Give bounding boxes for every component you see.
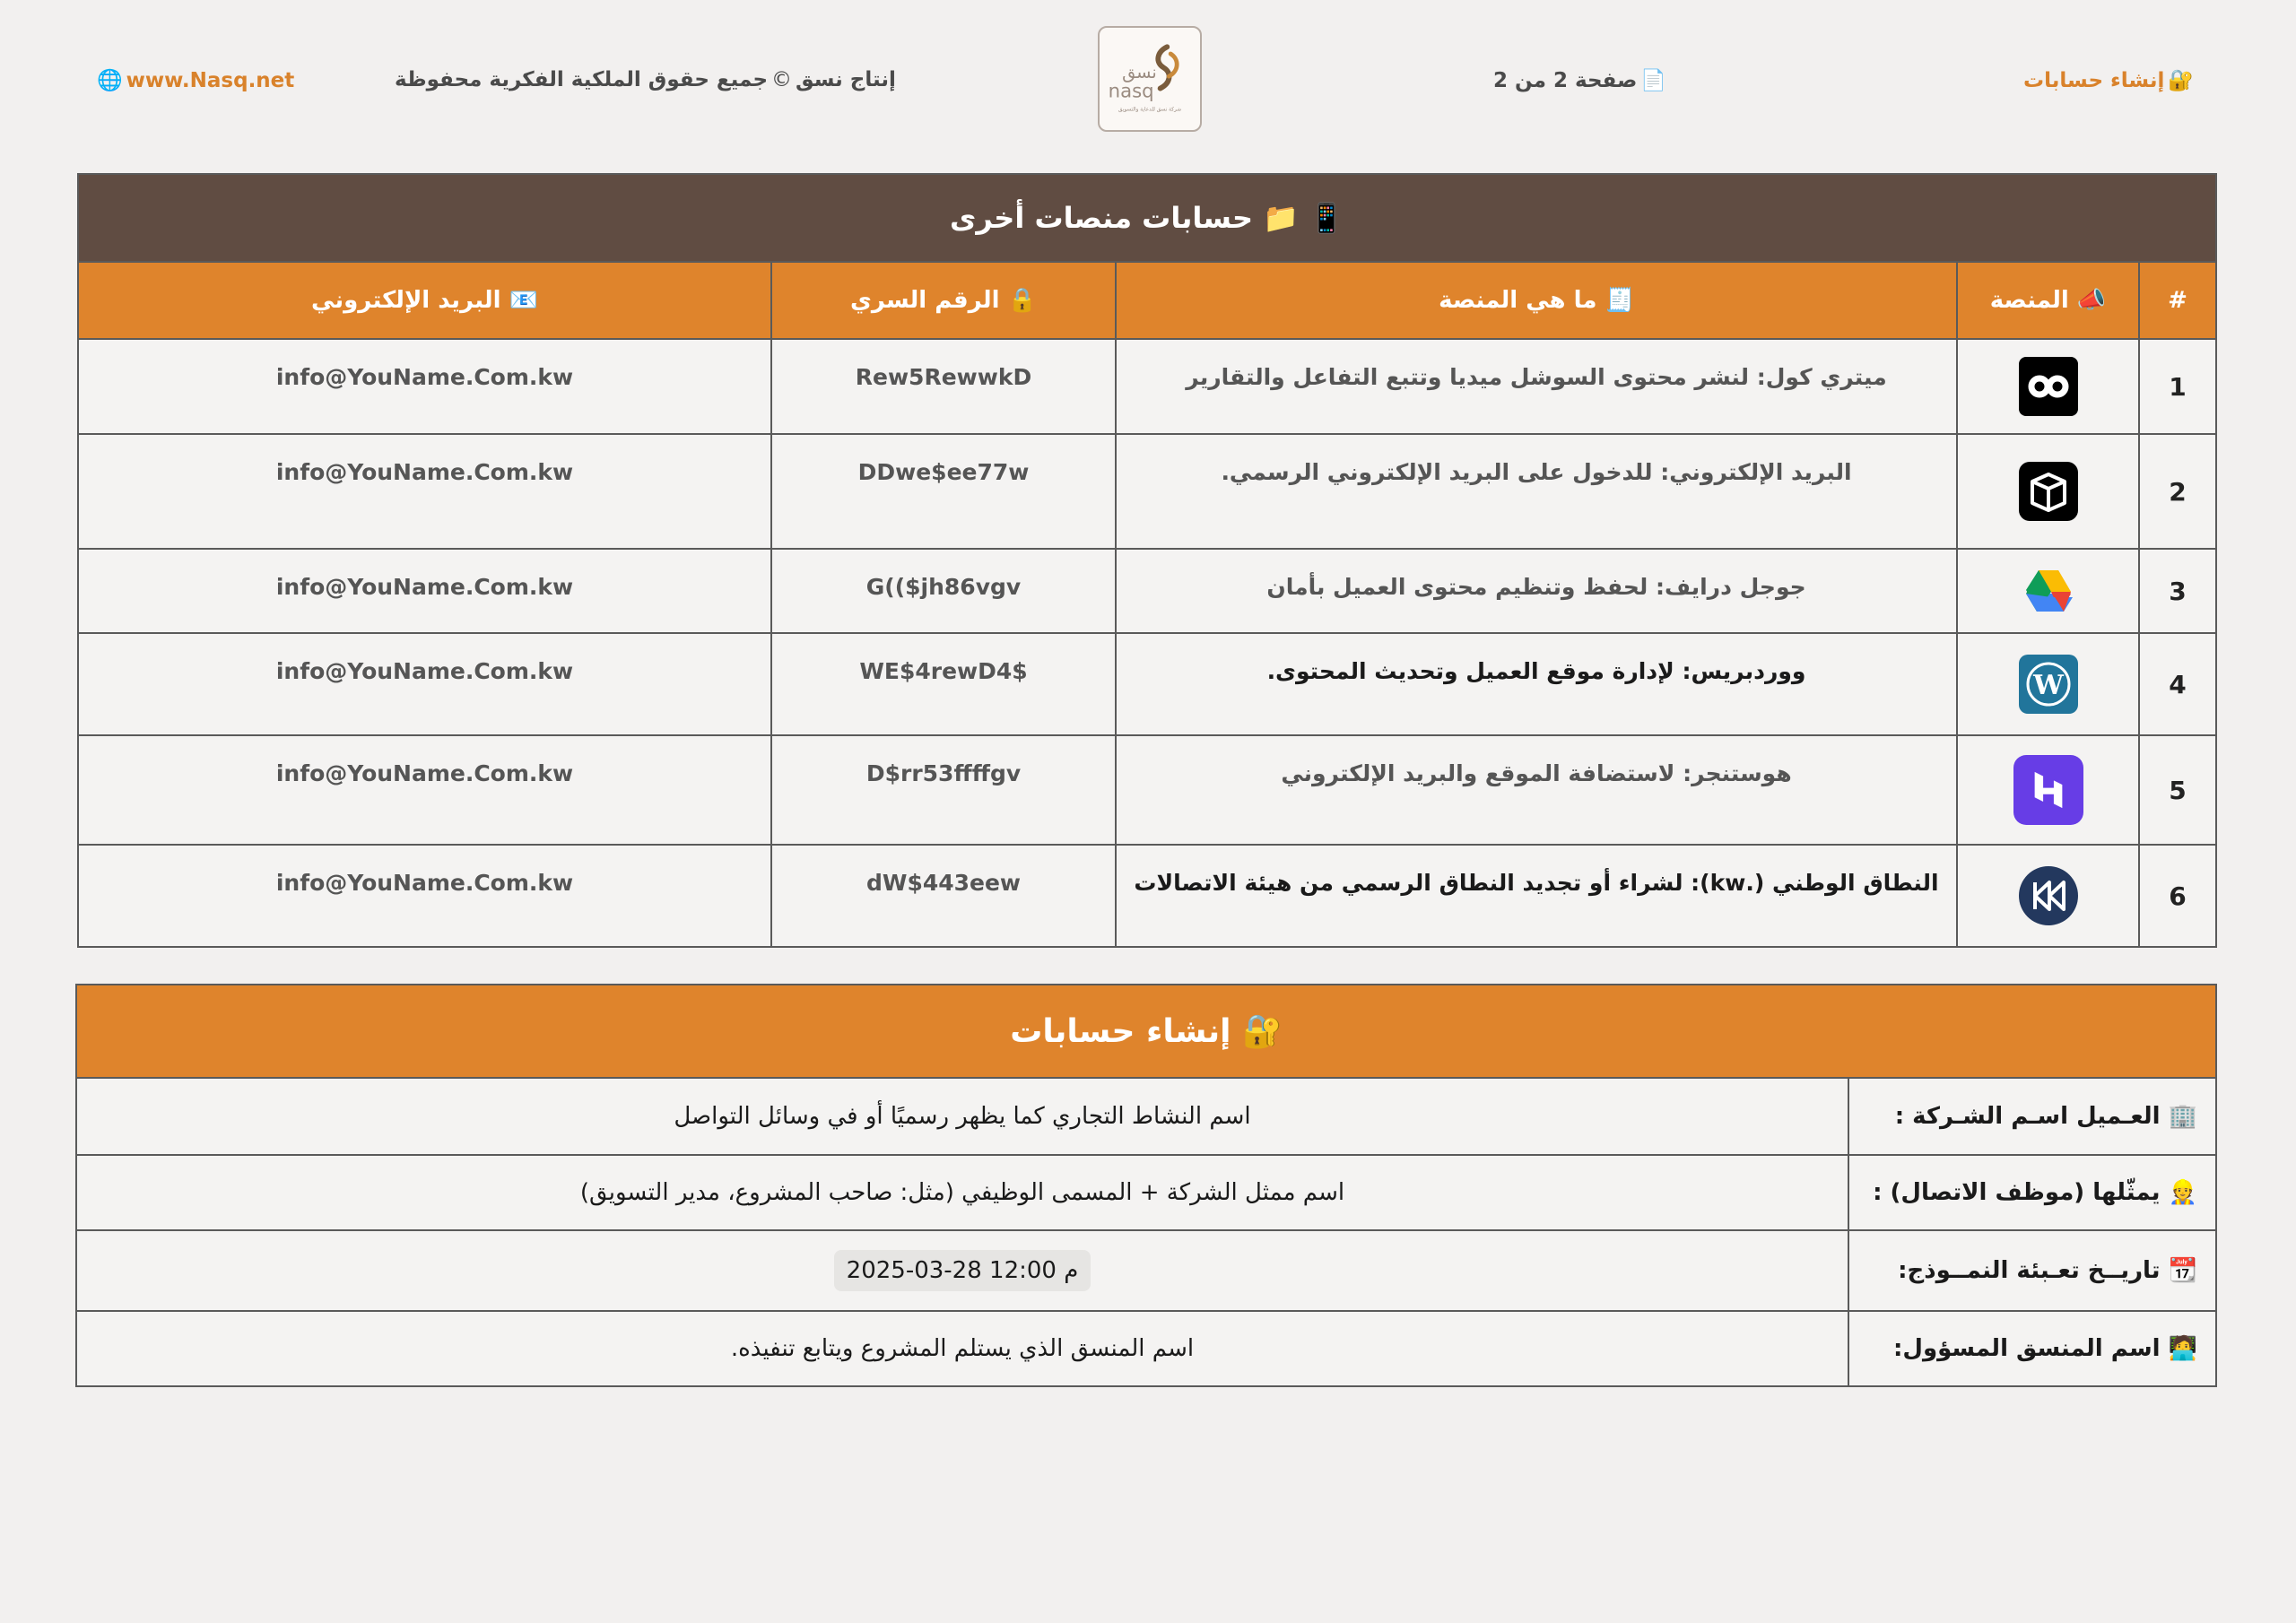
form-date-label-text: تاريــخ تعـبئة النمــوذج:: [1898, 1257, 2161, 1284]
email-text: info@YouName.Com.kw: [275, 658, 574, 684]
email-cell: [78, 633, 771, 735]
description-cell: [1116, 339, 1957, 434]
row-number: 2: [2139, 434, 2216, 549]
table-row: [78, 845, 2216, 947]
envelope-icon: 📧: [509, 287, 538, 314]
contact-person-label: [1848, 1155, 2216, 1230]
password-text: DDwe$ee77w: [857, 459, 1030, 485]
office-building-icon: 🏢: [2168, 1103, 2198, 1130]
table-row: [78, 549, 2216, 633]
password-text: dW$443eew: [865, 870, 1022, 896]
folder-icon: 📁: [1263, 201, 1299, 235]
platform-cell: [1957, 735, 2139, 845]
column-header-num: #: [2139, 262, 2216, 339]
column-header-password-text: الرقم السري: [850, 287, 1000, 314]
website-text[interactable]: www.Nasq.net: [126, 69, 295, 92]
form-date-cell: [76, 1230, 1848, 1311]
row-number: 4: [2139, 633, 2216, 735]
document-icon: 📄: [1640, 69, 1666, 92]
nasq-logo-icon: [1100, 28, 1200, 130]
table-row: [78, 339, 2216, 434]
coordinator-label-text: اسم المنسق المسؤول:: [1893, 1335, 2161, 1362]
email-text: info@YouName.Com.kw: [275, 574, 574, 600]
page-number-text: صفحة 2 من 2: [1493, 69, 1638, 92]
email-text: info@YouName.Com.kw: [275, 870, 574, 896]
company-name-label: [1848, 1078, 2216, 1155]
form-row: [76, 1155, 2216, 1230]
copyright-note: [395, 68, 896, 91]
technologist-icon: 🧑‍💻: [2168, 1335, 2198, 1362]
description-text: البريد الإلكتروني: للدخول على البريد الإلكتروني الرسمي.: [1221, 459, 1852, 485]
platform-cell: [1957, 339, 2139, 434]
form-row: [76, 1311, 2216, 1386]
description-cell: [1116, 735, 1957, 845]
description-cell: [1116, 549, 1957, 633]
account-table-title-row: [76, 985, 2216, 1078]
email-cell: [78, 735, 771, 845]
email-text: info@YouName.Com.kw: [275, 459, 574, 485]
platforms-table-title: [78, 174, 2216, 262]
copyright-symbol: ©: [771, 68, 793, 91]
svg-text:nasq: nasq: [1108, 80, 1154, 103]
password-text: D$rr53ffffgv: [865, 760, 1022, 786]
password-cell: [771, 339, 1116, 434]
lock-icon: 🔒: [1007, 287, 1037, 314]
row-number: 1: [2139, 339, 2216, 434]
email-cell: [78, 434, 771, 549]
page-header: [0, 0, 2296, 161]
table-row: [78, 633, 2216, 735]
password-text: WE$4rewD4$: [859, 658, 1028, 684]
contact-person-value[interactable]: اسم ممثل الشركة + المسمى الوظيفي (مثل: صاحب المشروع، مدير التسويق): [76, 1155, 1848, 1230]
company-logo: [1098, 26, 1202, 132]
hostinger-logo-icon: [2013, 755, 2083, 825]
email-text: info@YouName.Com.kw: [275, 760, 574, 786]
account-title-text: إنشاء حسابات: [1010, 1013, 1231, 1050]
platforms-header-row: [78, 262, 2216, 339]
copyright-rest: جميع حقوق الملكية الفكرية محفوظة: [395, 68, 769, 91]
platforms-table: [77, 173, 2217, 948]
description-cell: [1116, 845, 1957, 947]
column-header-what-text: ما هي المنصة: [1439, 287, 1597, 314]
description-text: النطاق الوطني (.kw): لشراء أو تجديد النطاق الرسمي من هيئة الاتصالات: [1134, 870, 1939, 896]
password-text: G(($jh86vgv: [865, 574, 1022, 600]
office-worker-icon: 👷: [2168, 1179, 2198, 1206]
password-cell: [771, 735, 1116, 845]
svg-text:نسق: نسق: [1122, 62, 1157, 83]
password-text: Rew5RewwkD: [855, 364, 1032, 390]
globe-icon: 🌐: [97, 69, 123, 92]
platform-cell: [1957, 845, 2139, 947]
description-text: جوجل درايف: لحفظ وتنظيم محتوى العميل بأمان: [1266, 574, 1806, 600]
calendar-icon: 📆: [2168, 1257, 2198, 1284]
table-row: [78, 735, 2216, 845]
lock-key-icon: 🔐: [1242, 1013, 1283, 1050]
metricool-logo-icon: [2019, 357, 2078, 416]
megaphone-icon: 📣: [2076, 287, 2107, 314]
description-text: ميتري كول: لنشر محتوى السوشل ميديا وتتبع التفاعل والتقارير: [1186, 364, 1887, 390]
platform-cell: [1957, 434, 2139, 549]
password-cell: [771, 434, 1116, 549]
copyright-label: إنتاج نسق: [796, 68, 896, 91]
date-field[interactable]: 2025-03-28 12:00 م: [834, 1250, 1091, 1291]
mail-box-logo-icon: [2019, 462, 2078, 521]
phone-icon: 📱: [1309, 201, 1344, 235]
form-row: [76, 1078, 2216, 1155]
description-cell: [1116, 434, 1957, 549]
header-brand: [2023, 68, 2197, 92]
password-cell: [771, 549, 1116, 633]
column-header-platform-text: المنصة: [1989, 287, 2069, 314]
description-cell: [1116, 633, 1957, 735]
form-row: [76, 1230, 2216, 1311]
column-header-platform: [1957, 262, 2139, 339]
row-number: 3: [2139, 549, 2216, 633]
password-cell: [771, 845, 1116, 947]
password-cell: [771, 633, 1116, 735]
lock-key-icon: 🔐: [2168, 69, 2194, 92]
account-creation-table: [75, 984, 2217, 1387]
column-header-what: [1116, 262, 1957, 339]
google-drive-logo-icon: [2019, 561, 2078, 621]
contact-person-label-text: يمثّلها (موظف الاتصال) :: [1873, 1179, 2161, 1206]
email-cell: [78, 549, 771, 633]
form-date-label: [1848, 1230, 2216, 1311]
header-brand-text: إنشاء حسابات: [2023, 69, 2165, 92]
coordinator-label: [1848, 1311, 2216, 1386]
platforms-title-text: حسابات منصات أخرى: [950, 201, 1253, 235]
svg-text:شركة نسق للدعاية والتسويق: شركة نسق للدعاية والتسويق: [1118, 107, 1182, 113]
column-header-email: [78, 262, 771, 339]
page-number: [1493, 68, 1670, 92]
memo-icon: 🧾: [1605, 287, 1634, 314]
company-name-label-text: العـميل اسـم الشـركة :: [1894, 1103, 2161, 1130]
table-row: [78, 434, 2216, 549]
kw-domain-logo-icon: [2019, 866, 2078, 925]
company-name-value[interactable]: اسم النشاط التجاري كما يظهر رسميًا أو في وسائل التواصل: [76, 1078, 1848, 1155]
email-cell: [78, 845, 771, 947]
platform-cell: [1957, 633, 2139, 735]
platforms-table-title-row: [78, 174, 2216, 262]
email-text: info@YouName.Com.kw: [275, 364, 574, 390]
row-number: 6: [2139, 845, 2216, 947]
row-number: 5: [2139, 735, 2216, 845]
column-header-password: [771, 262, 1116, 339]
email-cell: [78, 339, 771, 434]
column-header-email-text: البريد الإلكتروني: [311, 287, 501, 314]
platform-cell: [1957, 549, 2139, 633]
coordinator-value[interactable]: اسم المنسق الذي يستلم المشروع ويتابع تنفيذه.: [76, 1311, 1848, 1386]
description-text: هوستنجر: لاستضافة الموقع والبريد الإلكتروني: [1281, 760, 1792, 786]
website-link[interactable]: [93, 68, 294, 92]
wordpress-logo-icon: [2019, 655, 2078, 714]
svg-text:W: W: [2032, 670, 2064, 701]
account-table-title: [76, 985, 2216, 1078]
description-text: ووردبريس: لإدارة موقع العميل وتحديث المحتوى.: [1266, 658, 1806, 684]
